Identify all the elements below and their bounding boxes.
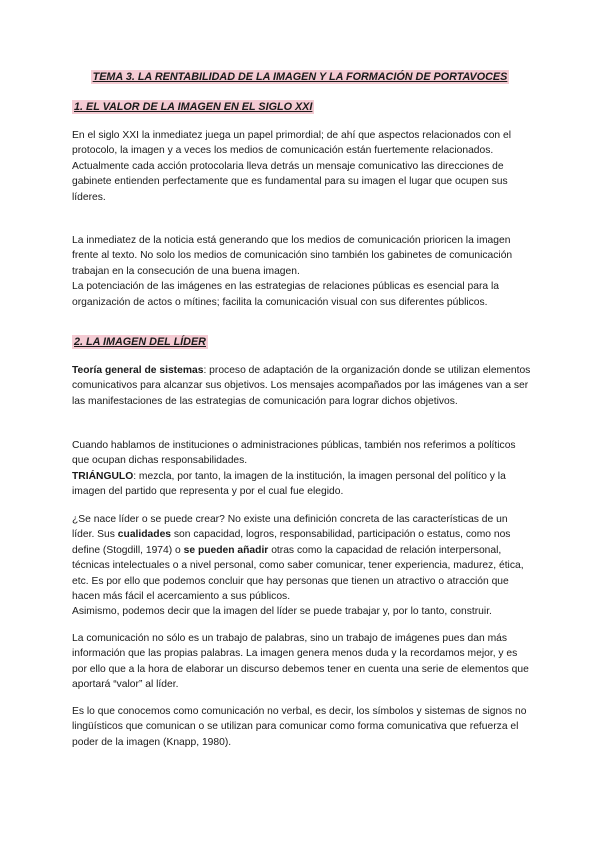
section-2-paragraph-2: Cuando hablamos de instituciones o administraciones públicas, también nos referimos a políticos que ocupan dichas responsabilidades. TRIÁNGULO: mezcla, por tanto, la imagen de la institución, la imagen personal del político y la imagen del partido que representa y por el cual fue elegido. — [72, 438, 532, 500]
section-1-paragraph-2 — [72, 233, 532, 310]
paragraph-text: Actualmente cada acción protocolaria lleva detrás un mensaje comunicativo las direcciones de gabinete entienden perfectamente que es fundamental para su imagen el lugar que ocupen sus líderes. — [72, 160, 508, 203]
paragraph-text: Cuando hablamos de instituciones o administraciones públicas, también nos referimos a políticos que ocupan dichas responsabilidades. — [72, 440, 516, 467]
paragraph-text: Asimismo, podemos decir que la imagen del líder se puede trabajar y, por lo tanto, construir. — [72, 606, 492, 618]
bold-term: cualidades — [117, 529, 172, 541]
bold-term: Teoría general de sistemas — [72, 365, 204, 376]
bold-term: TRIÁNGULO — [72, 470, 134, 482]
bold-term: se pueden añadir — [183, 544, 269, 556]
section-2-paragraph-5 — [72, 704, 532, 750]
section-2-paragraph-4 — [72, 631, 532, 693]
paragraph-text: La inmediatez de la noticia está generando que los medios de comunicación prioricen la imagen frente al texto. No solo los medios de comunicación sino también los gabinetes de comunicación trabajan en la consecución de una buena imagen. — [72, 235, 513, 277]
document-title: TEMA 3. LA RENTABILIDAD DE LA IMAGEN Y LA FORMACIÓN DE PORTAVOCES — [92, 71, 508, 83]
paragraph-text: Es lo que conocemos como comunicación no verbal, es decir, los símbolos y sistemas de signos no lingüísticos que comunican o se utilizan para comunicar como forma comunicativa que refuerza el poder de la imagen (Knapp, 1980). — [72, 706, 527, 748]
section-2-paragraph-1: Teoría general de sistemas: proceso de adaptación de la organización donde se utilizan elementos comunicativos para alcanzar sus objetivos. Los mensajes acompañados por las imágenes van a ser las manifestaciones de las estrategias de comunicación para lograr dichos objetivos. — [72, 365, 531, 407]
section-2-paragraph-3: ¿Se nace líder o se puede crear? No existe una definición concreta de las características de un líder. Sus cualidades son capacidad, logros, responsabilidad, participación o estatus, como nos define (Stogdill, 1974) o se pueden añadir otras como la capacidad de relación interpersonal, técnicas intelectuales o a nivel personal, como saber comunicar, tener experiencia, madurez, ética, etc. Es por ello que podemos concluir que hay personas que tienen un atractivo o atracción que hacen más fácil el acercamiento a sus públicos. Asimismo, podemos decir que la imagen del líder se puede trabajar y, por lo tanto, construir. — [72, 512, 532, 620]
section-1-paragraph-1 — [72, 128, 532, 205]
section-2-heading: 2. LA IMAGEN DEL LÍDER — [74, 336, 206, 348]
paragraph-text: La potenciación de las imágenes en las estrategias de relaciones públicas es esencial para la organización de actos o mítines; facilita la comunicación visual con sus diferentes públicos. — [72, 281, 500, 308]
paragraph-text: La comunicación no sólo es un trabajo de palabras, sino un trabajo de imágenes pues dan más información que las propias palabras. La imagen genera menos duda y la recordamos mejor, y es por ello que a la hora de elaborar un discurso debemos tener en cuenta una serie de elementos que aportará “valor” al líder. — [72, 633, 529, 691]
paragraph-text: En el siglo XXI la inmediatez juega un papel primordial; de ahí que aspectos relacionados con el protocolo, la imagen y a veces los medios de comunicación están fuertemente relacionados. — [72, 130, 512, 157]
section-1-heading: 1. EL VALOR DE LA IMAGEN EN EL SIGLO XXI — [74, 101, 313, 113]
